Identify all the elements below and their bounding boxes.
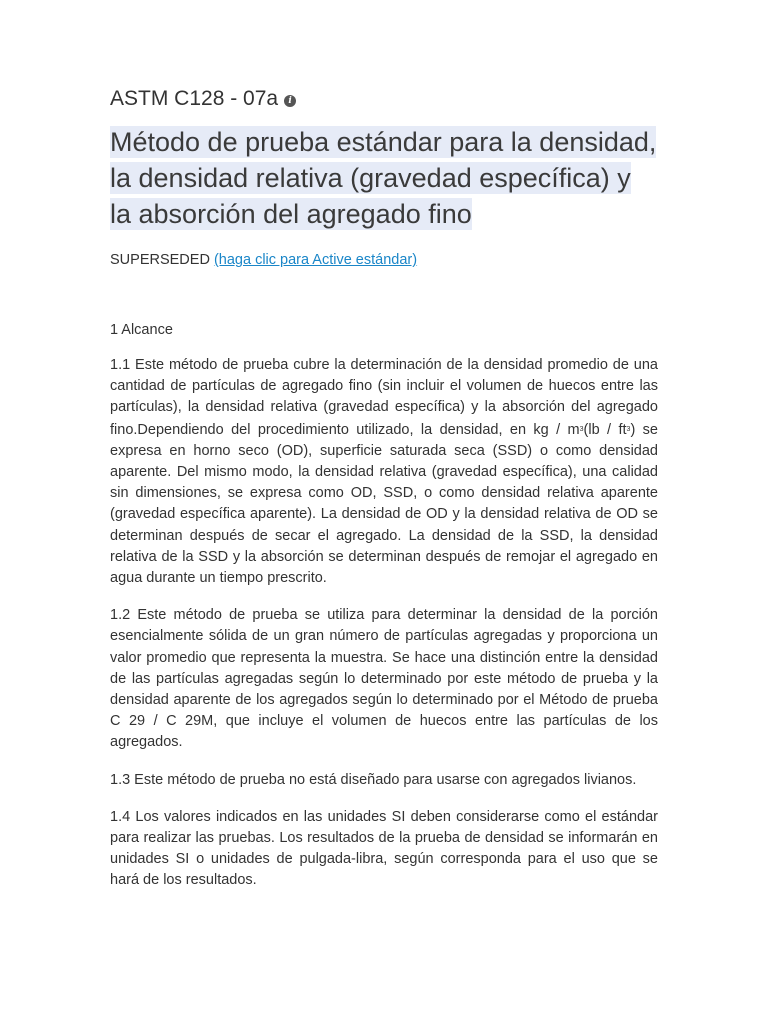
standard-code: ASTM C128 - 07a	[110, 87, 279, 110]
status-line	[110, 251, 658, 269]
section-heading: 1 Alcance	[110, 322, 173, 338]
document-title-text: Método de prueba estándar para la densidad, la densidad relativa (gravedad específica) y la absorción del agregado fino	[110, 127, 657, 229]
paragraph-1-1-part-b: (lb / ft	[583, 421, 627, 438]
active-standard-link[interactable]: (haga clic para Active estándar)	[213, 252, 418, 268]
status-label: SUPERSEDED	[110, 252, 210, 268]
document-page	[110, 84, 658, 892]
standard-code-line	[110, 84, 658, 114]
paragraph-1-3: 1.3 Este método de prueba no está diseñado para usarse con agregados livianos.	[110, 771, 637, 788]
paragraph-1-4: 1.4 Los valores indicados en las unidades SI deben considerarse como el estándar para realizar las pruebas. Los resultados de la prueba de densidad se informarán en unidades SI o unidades de pulgada-libra, según corresponda para el uso que se hará de los resultados.	[110, 808, 658, 889]
paragraph-1-1-part-c: ) se expresa en horno seco (OD), superficie saturada seca (SSD) o como densidad aparente. Del mismo modo, la densidad relativa (gravedad específica), una calidad sin dimensiones, se expresa como OD, SSD, o como densidad relativa aparente (gravedad específica aparente). La densidad de OD y la densidad relativa de OD se determinan después de secar el agregado. La densidad de la SSD, la densidad relativa de la SSD y la absorción se determinan después de remojar el agregado en agua durante un tiempo prescrito.	[110, 421, 658, 587]
superscript-3: 3	[579, 425, 584, 433]
paragraph-1-1-part-a: 1.1 Este método de prueba cubre la determinación de la densidad promedio de una cantidad de partículas de agregado fino (sin incluir el volumen de huecos entre las partículas), la densidad relativa (gravedad específica) y la absorción del agregado fino.Dependiendo del procedimiento utilizado, la densidad, en kg / m	[110, 357, 658, 438]
document-title	[110, 124, 658, 232]
paragraph-1-1	[110, 355, 658, 589]
paragraph-1-2: 1.2 Este método de prueba se utiliza para determinar la densidad de la porción esencialmente sólida de un gran número de partículas agregadas y proporciona un valor promedio que representa la muestra. Se hace una distinción entre la densidad de las partículas agregadas según lo determinado por este método de prueba y la densidad aparente de los agregados según lo determinado por el Método de prueba C 29 / C 29M, que incluye el volumen de huecos entre las partículas de los agregados.	[110, 607, 658, 751]
superscript-3: 3	[626, 425, 631, 433]
info-icon[interactable]: i	[284, 95, 296, 107]
